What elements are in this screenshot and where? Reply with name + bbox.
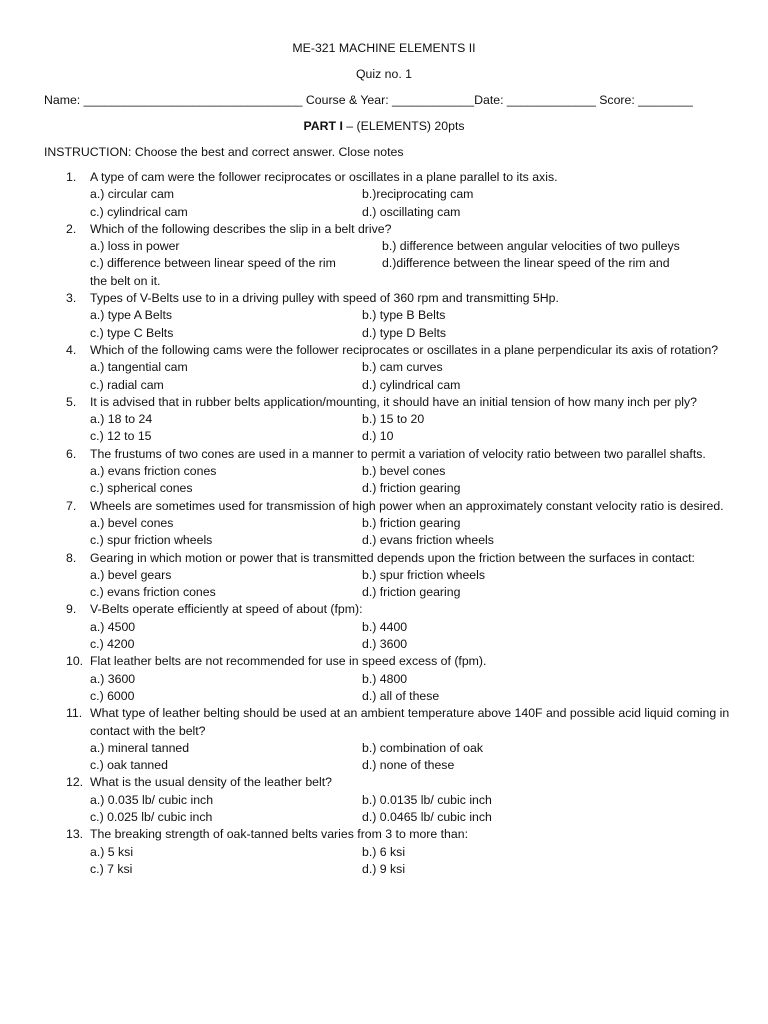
question-text: What is the usual density of the leather belt? xyxy=(90,775,332,790)
option-c: c.) spur friction wheels xyxy=(90,533,213,548)
option-a: a.) tangential cam xyxy=(90,360,188,375)
question-text: It is advised that in rubber belts application/mounting, it should have an initial tension of how many inch per ply? xyxy=(90,394,698,409)
option-c: c.) difference between linear speed of the rim xyxy=(90,256,336,271)
option-row xyxy=(0,325,768,342)
question-item xyxy=(0,446,768,498)
option-row xyxy=(0,359,768,376)
question-text: Types of V-Belts use to in a driving pulley with speed of 360 rpm and transmitting 5Hp. xyxy=(90,291,559,306)
option-b: b.) friction gearing xyxy=(362,515,461,530)
question-item xyxy=(0,601,768,653)
question-text: Flat leather belts are not recommended for use in speed excess of (fpm). xyxy=(90,654,487,669)
question-text: The breaking strength of oak-tanned belts varies from 3 to more than: xyxy=(90,827,468,842)
option-row xyxy=(0,463,768,480)
option-a: a.) loss in power xyxy=(90,239,180,254)
question-text: Which of the following describes the slip in a belt drive? xyxy=(90,221,392,236)
question-item xyxy=(0,653,768,705)
option-c: c.) 12 to 15 xyxy=(90,429,152,444)
question-text: The frustums of two cones are used in a manner to permit a variation of velocity ratio between two parallel shafts. xyxy=(90,446,706,461)
option-row xyxy=(0,809,768,826)
option-row xyxy=(0,757,768,774)
option-row xyxy=(0,636,768,653)
question-item xyxy=(0,342,768,394)
option-a: a.) bevel gears xyxy=(90,567,172,582)
option-a: a.) 18 to 24 xyxy=(90,412,153,427)
question-number: 13. xyxy=(66,827,84,842)
question-item xyxy=(0,826,768,878)
question-text: Wheels are sometimes used for transmission of high power when an approximately constant velocity ratio is desired. xyxy=(90,498,724,513)
option-d: d.) friction gearing xyxy=(362,585,461,600)
option-a: a.) 5 ksi xyxy=(90,844,134,859)
option-row xyxy=(0,238,768,255)
question-text: A type of cam were the follower reciprocates or oscillates in a plane parallel to its axis. xyxy=(90,170,558,184)
option-row xyxy=(0,515,768,532)
option-row xyxy=(0,792,768,809)
question-number: 7. xyxy=(66,498,77,513)
question-text: V-Belts operate efficiently at speed of about (fpm): xyxy=(90,602,363,617)
question-item xyxy=(0,774,768,826)
option-row xyxy=(0,619,768,636)
option-row xyxy=(0,480,768,497)
option-d-continuation: the belt on it. xyxy=(90,273,161,288)
part-label: PART I xyxy=(303,119,343,133)
option-d: d.)difference between the linear speed of the rim and xyxy=(382,256,670,271)
question-number: 3. xyxy=(66,291,77,306)
question-number: 4. xyxy=(66,342,77,357)
option-row xyxy=(0,844,768,861)
option-d: d.) 0.0465 lb/ cubic inch xyxy=(362,809,492,824)
option-a: a.) evans friction cones xyxy=(90,464,217,479)
option-row xyxy=(0,740,768,757)
option-d: d.) none of these xyxy=(362,758,455,773)
option-c: c.) evans friction cones xyxy=(90,585,216,600)
question-number: 6. xyxy=(66,446,77,461)
option-d: d.) 9 ksi xyxy=(362,861,406,876)
option-b: b.) 4800 xyxy=(362,671,408,686)
option-b: b.) 15 to 20 xyxy=(362,412,425,427)
option-a: a.) 0.035 lb/ cubic inch xyxy=(90,792,214,807)
option-a: a.) 3600 xyxy=(90,671,136,686)
course-title: ME-321 MACHINE ELEMENTS II xyxy=(292,41,476,55)
option-c: c.) oak tanned xyxy=(90,758,168,773)
option-row xyxy=(0,861,768,878)
option-b: b.) cam curves xyxy=(362,360,443,375)
option-c: c.) cylindrical cam xyxy=(90,204,188,219)
option-d: d.) type D Belts xyxy=(362,325,447,340)
option-d: d.) cylindrical cam xyxy=(362,377,461,392)
option-b: b.) spur friction wheels xyxy=(362,567,486,582)
option-b: b.) 4400 xyxy=(362,619,408,634)
option-row xyxy=(0,411,768,428)
question-item xyxy=(0,290,768,342)
question-number: 8. xyxy=(66,550,77,565)
question-text: What type of leather belting should be used at an ambient temperature above 140F and possible acid liquid coming in contact with the belt? xyxy=(90,706,730,738)
quiz-title: Quiz no. 1 xyxy=(355,67,413,81)
option-b: b.) combination of oak xyxy=(362,740,483,755)
question-item xyxy=(0,169,768,221)
option-d: d.) 10 xyxy=(362,429,394,444)
option-row xyxy=(0,532,768,549)
question-number: 1. xyxy=(66,170,77,184)
option-d: d.) 3600 xyxy=(362,637,408,652)
part-heading xyxy=(0,118,768,134)
option-a: a.) type A Belts xyxy=(90,308,173,323)
option-row xyxy=(0,204,768,221)
option-a: a.) circular cam xyxy=(90,187,175,202)
question-number: 5. xyxy=(66,394,77,409)
option-d: d.) all of these xyxy=(362,688,440,703)
question-text: Gearing in which motion or power that is transmitted depends upon the friction between the surfaces in contact: xyxy=(90,550,695,565)
option-c: c.) 0.025 lb/ cubic inch xyxy=(90,809,213,824)
option-row xyxy=(0,584,768,601)
question-number: 12. xyxy=(66,775,84,790)
option-a: a.) 4500 xyxy=(90,619,136,634)
option-b: b.) difference between angular velocities of two pulleys xyxy=(382,239,680,254)
option-a: a.) bevel cones xyxy=(90,515,174,530)
option-b: b.) type B Belts xyxy=(362,308,446,323)
option-d: d.) evans friction wheels xyxy=(362,533,494,548)
option-c: c.) 7 ksi xyxy=(90,861,133,876)
option-row xyxy=(0,671,768,688)
option-b: b.) 6 ksi xyxy=(362,844,406,859)
option-c: c.) 6000 xyxy=(90,688,135,703)
question-item xyxy=(0,705,768,774)
option-c: c.) type C Belts xyxy=(90,325,174,340)
option-row xyxy=(0,307,768,324)
option-d: d.) oscillating cam xyxy=(362,204,461,219)
option-row xyxy=(0,186,768,203)
option-row xyxy=(0,428,768,445)
question-item xyxy=(0,221,768,290)
question-number: 11. xyxy=(66,706,83,721)
option-row xyxy=(0,377,768,394)
question-number: 10. xyxy=(66,654,84,669)
option-b: b.) 0.0135 lb/ cubic inch xyxy=(362,792,492,807)
question-text: Which of the following cams were the follower reciprocates or oscillates in a plane perpendicular its axis of rotation? xyxy=(90,342,719,357)
option-row xyxy=(0,255,768,272)
question-number: 9. xyxy=(66,602,77,617)
question-item xyxy=(0,498,768,550)
instruction-text: INSTRUCTION: Choose the best and correct answer. Close notes xyxy=(44,145,404,159)
option-b: b.) bevel cones xyxy=(362,464,446,479)
option-a: a.) mineral tanned xyxy=(90,740,190,755)
question-list xyxy=(0,169,768,878)
option-c: c.) radial cam xyxy=(90,377,164,392)
option-c: c.) spherical cones xyxy=(90,481,193,496)
question-number: 2. xyxy=(66,221,77,236)
option-b: b.)reciprocating cam xyxy=(362,187,474,202)
question-item xyxy=(0,394,768,446)
option-row xyxy=(0,567,768,584)
option-c: c.) 4200 xyxy=(90,637,135,652)
option-d: d.) friction gearing xyxy=(362,481,461,496)
question-item xyxy=(0,550,768,602)
option-row xyxy=(0,688,768,705)
student-info-line: Name: ________________________________ Course & Year: ____________Date: _____________ Score: ________ xyxy=(44,93,693,107)
part-description: – (ELEMENTS) 20pts xyxy=(342,119,465,133)
